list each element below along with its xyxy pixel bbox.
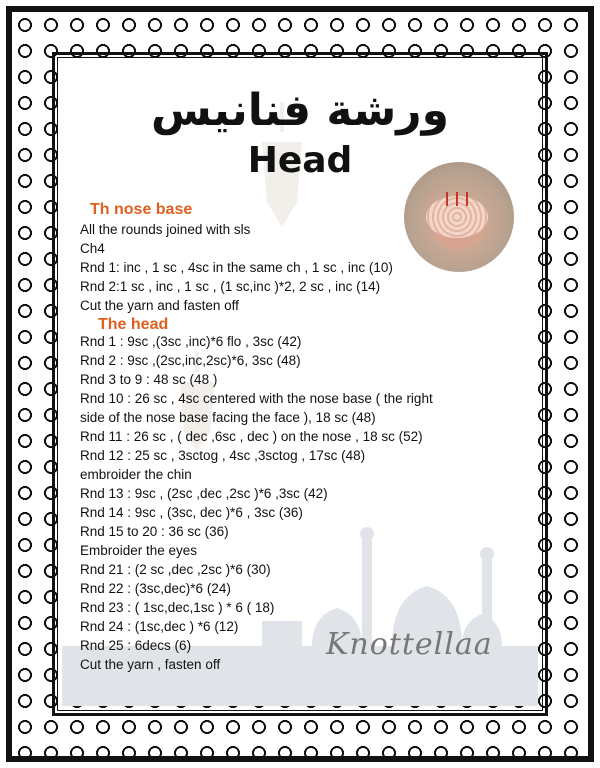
nose-base-line: Cut the yarn and fasten off	[80, 298, 239, 313]
nose-base-line: Rnd 1: inc , 1 sc , 4sc in the same ch , 1 sc , inc (10)	[80, 260, 393, 275]
head-line: Rnd 3 to 9 : 48 sc (48 )	[80, 372, 218, 387]
head-line: embroider the chin	[80, 467, 192, 482]
nose-base-line: Ch4	[80, 241, 105, 256]
head-line: Rnd 23 : ( 1sc,dec,1sc ) * 6 ( 18)	[80, 600, 275, 615]
stitch-marker-icon	[466, 192, 468, 206]
head-line: Rnd 21 : (2 sc ,dec ,2sc )*6 (30)	[80, 562, 271, 577]
page-title: Head	[247, 140, 353, 181]
head-line: Rnd 10 : 26 sc , 4sc centered with the nose base ( the right	[80, 391, 433, 406]
head-line: Rnd 15 to 20 : 36 sc (36)	[80, 524, 229, 539]
head-line: side of the nose base facing the face ), 18 sc (48)	[80, 410, 376, 425]
head-line: Rnd 13 : 9sc , (2sc ,dec ,2sc )*6 ,3sc (42)	[80, 486, 328, 501]
head-line: Rnd 2 : 9sc ,(2sc,inc,2sc)*6, 3sc (48)	[80, 353, 301, 368]
designer-signature: Knottellaa	[326, 627, 493, 662]
head-line: Rnd 22 : (3sc,dec)*6 (24)	[80, 581, 231, 596]
pattern-paper	[62, 62, 538, 706]
head-line: Rnd 25 : 6decs (6)	[80, 638, 192, 653]
stitch-marker-icon	[456, 192, 458, 206]
arabic-title: ورشة فنانيس	[151, 85, 449, 136]
nose-base-line: All the rounds joined with sls	[80, 222, 251, 237]
nose-base-line: Rnd 2:1 sc , inc , 1 sc , (1 sc,inc )*2, 2 sc , inc (14)	[80, 279, 381, 294]
nose-base-photo	[404, 162, 514, 272]
head-line: Rnd 24 : (1sc,dec ) *6 (12)	[80, 619, 239, 634]
head-line: Embroider the eyes	[80, 543, 198, 558]
nose-base-heading: Th nose base	[90, 201, 193, 218]
head-line: Rnd 12 : 25 sc , 3sctog , 4sc ,3sctog , 17sc (48)	[80, 448, 366, 463]
head-line: Cut the yarn , fasten off	[80, 657, 221, 672]
head-heading: The head	[98, 316, 169, 333]
head-line: Rnd 14 : 9sc , (3sc, dec )*6 , 3sc (36)	[80, 505, 303, 520]
head-line: Rnd 1 : 9sc ,(3sc ,inc)*6 flo , 3sc (42)	[80, 334, 302, 349]
head-line: Rnd 11 : 26 sc , ( dec ,6sc , dec ) on the nose , 18 sc (52)	[80, 429, 423, 444]
stitch-marker-icon	[446, 192, 448, 206]
